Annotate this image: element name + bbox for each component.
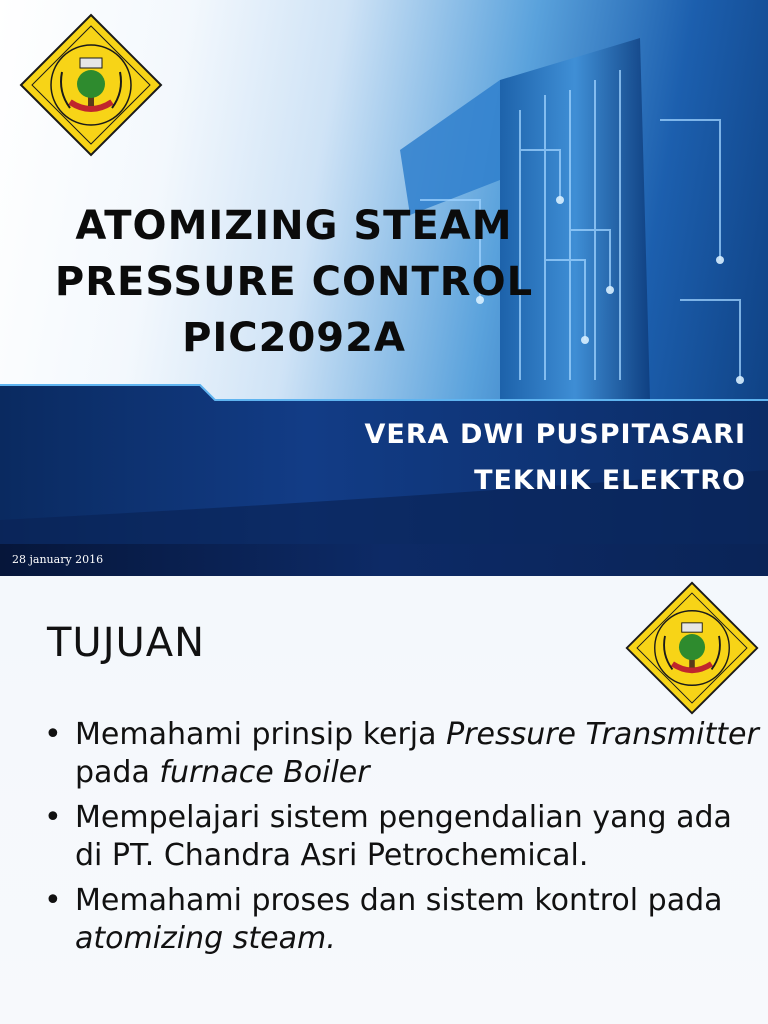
list-item [40, 882, 760, 958]
slide-title [0, 198, 588, 366]
bullet-marker: • [44, 800, 62, 835]
bullet-text: Mempelajari sistem pengendalian yang ada di PT. Chandra Asri Petrochemical. [75, 800, 732, 873]
bullet-text: Memahami proses dan sistem kontrol pada [75, 883, 723, 918]
title-line: PIC2092A [182, 315, 406, 361]
bullet-text-italic: furnace Boiler [159, 755, 370, 790]
list-item [40, 716, 760, 792]
bullet-text-italic: atomizing steam. [75, 921, 336, 956]
section-heading: TUJUAN [47, 620, 206, 666]
bullet-text: Memahami prinsip kerja [75, 717, 447, 752]
footer-bar [0, 544, 768, 576]
bullet-marker: • [44, 717, 62, 752]
bullet-text-italic: Pressure Transmitter [446, 717, 759, 752]
bullet-text: pada [75, 755, 160, 790]
bullet-marker: • [44, 883, 62, 918]
author-block [365, 412, 746, 504]
objectives-list [40, 716, 760, 965]
university-seal-icon [624, 580, 760, 716]
author-name: VERA DWI PUSPITASARI [364, 419, 746, 450]
author-department: TEKNIK ELEKTRO [474, 465, 746, 496]
slide-date: 28 january 2016 [12, 553, 104, 566]
title-line: PRESSURE CONTROL [54, 259, 534, 305]
university-seal-icon [18, 12, 164, 158]
list-item [40, 799, 760, 875]
title-line: ATOMIZING STEAM [75, 203, 513, 249]
